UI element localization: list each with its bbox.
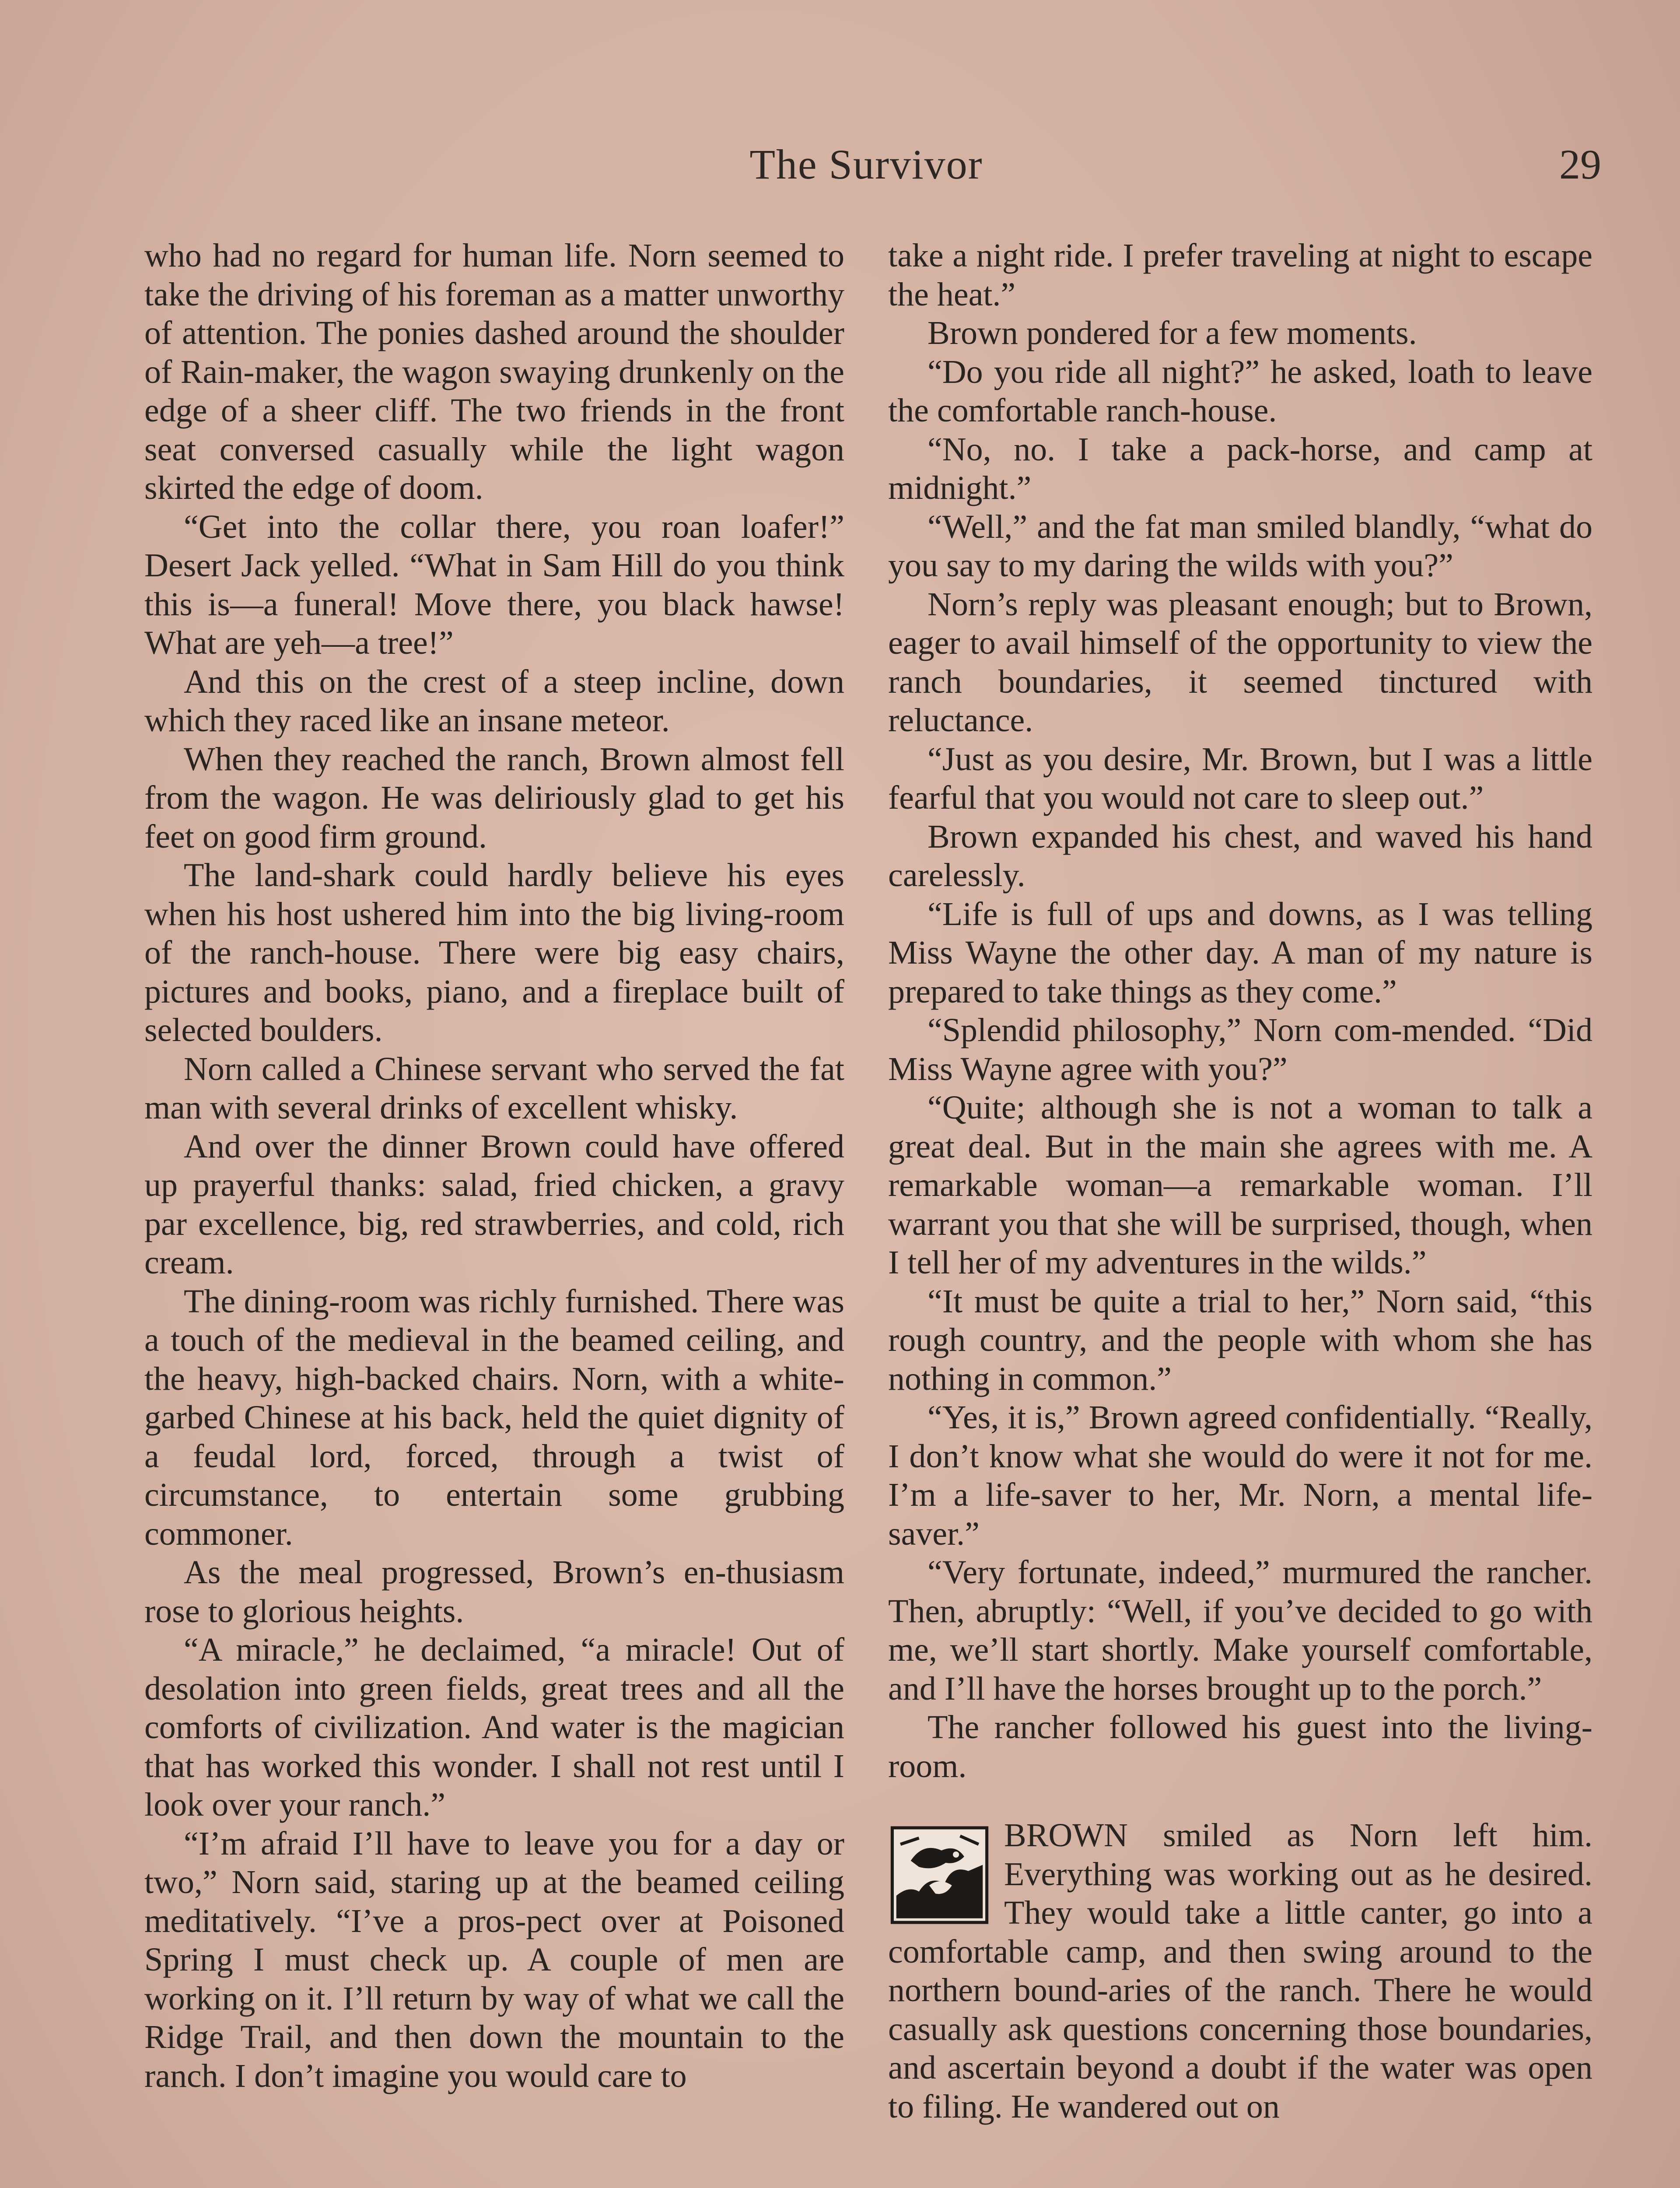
paragraph: “Yes, it is,” Brown agreed confidentially. “Really, I don’t know what she would do were it not for me. I’m a life-saver to her, Mr. Norn, a mental life-saver.” — [888, 1399, 1592, 1552]
paragraph: “Quite; although she is not a woman to talk a great deal. But in the main she agrees with me. A remarkable woman—a remarkable woman. I’ll warrant you that she will be surprised, though, when I tell her of my adventures in the wilds.” — [888, 1089, 1592, 1281]
paragraph: The land-shark could hardly believe his eyes when his host ushered him into the big living-room of the ranch-house. There were big easy chairs, pictures and books, piano, and a fireplace built of selected boulders. — [144, 857, 844, 1048]
paragraph: And over the dinner Brown could have offered up prayerful thanks: salad, fried chicken, a gravy par excellence, big, red strawberries, and cold, rich cream. — [144, 1128, 844, 1281]
paragraph: “A miracle,” he declaimed, “a miracle! Out of desolation into green fields, great trees and all the comforts of civilization. And water is the magician that has worked this wonder. I shall not rest until I look over your ranch.” — [144, 1631, 844, 1823]
paragraph: Norn called a Chinese servant who served the fat man with several drinks of excellent whisky. — [144, 1050, 844, 1126]
left-column — [144, 236, 844, 2095]
running-title: The Survivor — [749, 141, 983, 188]
paragraph: Brown expanded his chest, and waved his hand carelessly. — [888, 818, 1592, 894]
paragraph: “Very fortunate, indeed,” murmured the rancher. Then, abruptly: “Well, if you’ve decided to go with me, we’ll start shortly. Make yourself comfortable, and I’ll have the horses brought up to the porch.” — [888, 1554, 1592, 1707]
paragraph: Norn’s reply was pleasant enough; but to Brown, eager to avail himself of the opportunity to view the ranch boundaries, it seemed tinctured with reluctance. — [888, 586, 1592, 739]
paragraph: The dining-room was richly furnished. There was a touch of the medieval in the beamed ceiling, and the heavy, high-backed chairs. Norn, with a white-garbed Chinese at his back, held the quiet dignity of a feudal lord, forced, through a twist of circumstance, to entertain some grubbing commoner. — [144, 1283, 844, 1552]
decorative-initial-illustration — [888, 1820, 991, 1930]
paragraph: And this on the crest of a steep incline, down which they raced like an insane meteor. — [144, 663, 844, 739]
paragraph: “Just as you desire, Mr. Brown, but I was a little fearful that you would not care to sleep out.” — [888, 740, 1592, 816]
right-column — [888, 236, 1592, 2126]
page-header — [0, 131, 1680, 201]
paragraph: As the meal progressed, Brown’s en-thusiasm rose to glorious heights. — [144, 1554, 844, 1630]
paragraph: “Get into the collar there, you roan loafer!” Desert Jack yelled. “What in Sam Hill do you think this is—a funeral! Move there, you black hawse! What are yeh—a tree!” — [144, 508, 844, 661]
paragraph: “Well,” and the fat man smiled blandly, “what do you say to my daring the wilds with you?” — [888, 508, 1592, 584]
paragraph: The rancher followed his guest into the living-room. — [888, 1709, 1592, 1785]
paragraph: “No, no. I take a pack-horse, and camp at midnight.” — [888, 431, 1592, 506]
paragraph: “It must be quite a trial to her,” Norn said, “this rough country, and the people with whom she has nothing in common.” — [888, 1283, 1592, 1397]
paragraph: “I’m afraid I’ll have to leave you for a day or two,” Norn said, staring up at the beamed ceiling meditatively. “I’ve a pros-pect over at Poisoned Spring I must check up. A couple of men are working on it. I’ll return by way of what we call the Ridge Trail, and then down the mountain to the ranch. I don’t imagine you would care to — [144, 1825, 844, 2094]
paragraph: “Life is full of ups and downs, as I was telling Miss Wayne the other day. A man of my nature is prepared to take things as they come.” — [888, 895, 1592, 1010]
paragraph: When they reached the ranch, Brown almost fell from the wagon. He was deliriously glad to get his feet on good firm ground. — [144, 740, 844, 855]
paragraph: take a night ride. I prefer traveling at night to escape the heat.” — [888, 237, 1592, 313]
paragraph: who had no regard for human life. Norn seemed to take the driving of his foreman as a matter unworthy of attention. The ponies dashed around the shoulder of Rain-maker, the wagon swaying drunkenly on the edge of a sheer cliff. The two friends in the front seat conversed casually while the light wagon skirted the edge of doom. — [144, 237, 844, 506]
page-number: 29 — [1559, 141, 1601, 188]
paragraph-text: BROWN smiled as Norn left him. Everything was working out as he desired. They would take a little canter, go into a comfortable camp, and then swing around to the northern bound-aries of the ranch. There he would casually ask questions concerning those boundaries, and ascertain beyond a doubt if the water was open to filing. He wandered out on — [888, 1817, 1592, 2125]
paragraph: “Splendid philosophy,” Norn com-mended. “Did Miss Wayne agree with you?” — [888, 1012, 1592, 1087]
paragraph: Brown pondered for a few moments. — [928, 315, 1417, 351]
section-opening-paragraph — [888, 1816, 1592, 2126]
paragraph: “Do you ride all night?” he asked, loath to leave the comfortable ranch-house. — [888, 353, 1592, 429]
